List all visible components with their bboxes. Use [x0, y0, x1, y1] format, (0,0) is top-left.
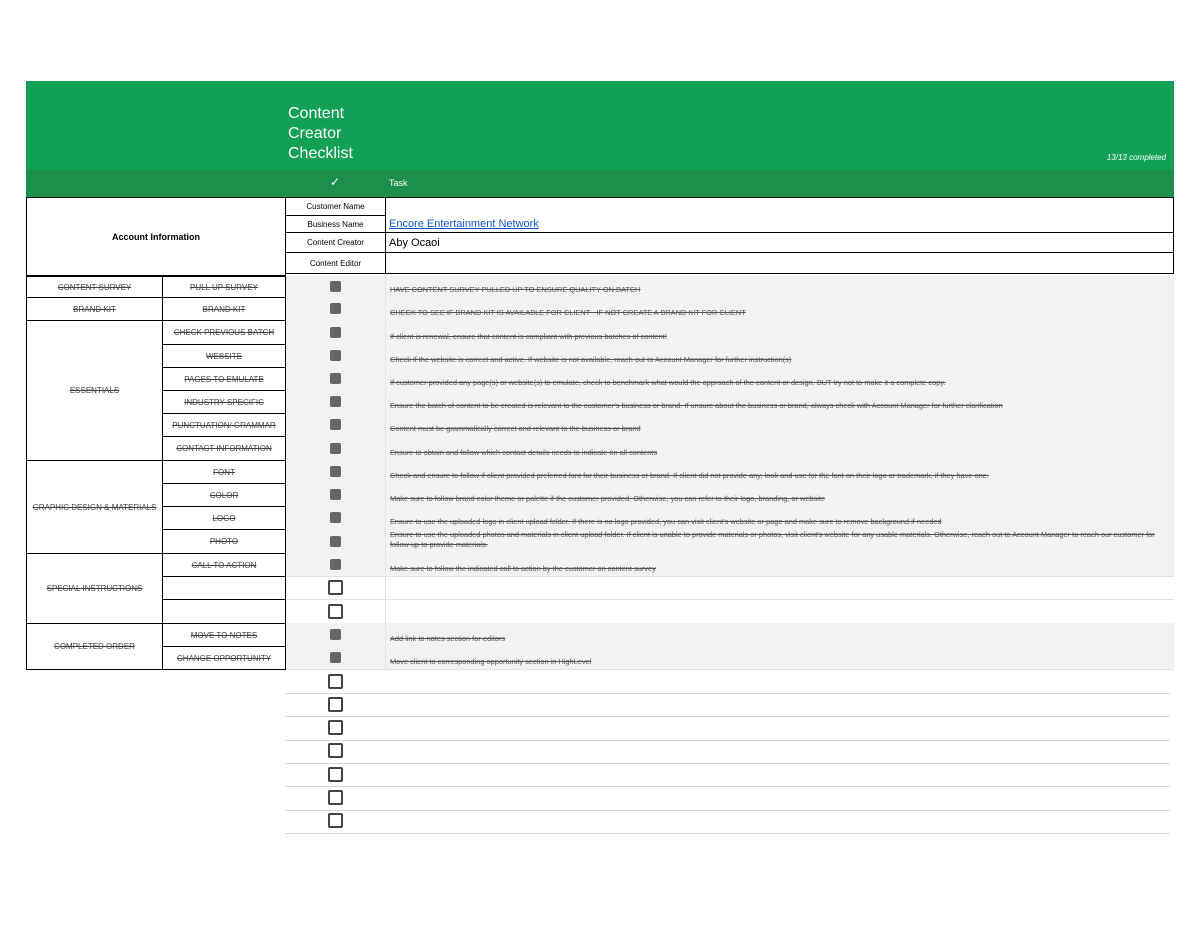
item-cell [162, 367, 286, 391]
task-text: Check and ensure to follow if client provided preferred font for their business or brand. If client did not provide any, look and use for the font on their logo or trademark, if they have one. [390, 471, 989, 480]
item-label: PULL UP SURVEY [190, 282, 258, 292]
task-text: Make sure to follow brand color theme or palette if the customer provided. Otherwise, you can refer to their logo, branding, or website [390, 494, 826, 503]
field-label-business-name: Business Name [285, 215, 386, 233]
checkbox-cell [286, 599, 385, 624]
checkbox-unchecked[interactable] [328, 813, 343, 828]
section-essentials [26, 320, 163, 461]
task-cell [385, 599, 1174, 624]
task-column-header: Task [389, 178, 408, 188]
section-label: COMPLETED ORDER [54, 642, 135, 651]
section-label: ESSENTIALS [69, 386, 120, 395]
checkbox-cell [286, 320, 385, 345]
checkbox-checked[interactable] [330, 443, 341, 454]
content-creator-field[interactable] [385, 232, 1174, 253]
title-line-2: Creator [288, 125, 342, 142]
task-text: Add link to notes section for editors [390, 634, 506, 643]
checkbox-cell [286, 763, 385, 785]
task-cell [385, 553, 1174, 577]
item-label: MOVE TO NOTES [190, 630, 258, 640]
checkbox-checked[interactable] [330, 559, 341, 570]
row-divider [285, 693, 1170, 694]
item-label: FONT [213, 467, 235, 477]
checkbox-checked[interactable] [330, 396, 341, 407]
page-title [288, 104, 408, 164]
checkbox-cell [286, 436, 385, 461]
customer-name-field[interactable] [385, 197, 1174, 216]
row-divider [285, 763, 1170, 764]
checkbox-cell [286, 460, 385, 484]
section-special-instructions [26, 553, 163, 624]
item-cell [162, 320, 286, 345]
title-line-1: Content [288, 105, 345, 122]
task-cell [385, 460, 1174, 484]
checkbox-cell [286, 810, 385, 832]
section-graphic-design [26, 460, 163, 554]
field-label-content-creator: Content Creator [285, 232, 386, 253]
checkbox-unchecked[interactable] [328, 790, 343, 805]
checkbox-cell [286, 693, 385, 715]
task-text: Ensure to use the uploaded photos and materials in client upload folder. If client is unable to provide materials or photos, visit client's website for any usable materials. Otherwise, reach out to Account Manager to reach our customer for follow up to provide materials. [390, 530, 1155, 549]
checkbox-checked[interactable] [330, 281, 341, 292]
checkbox-unchecked[interactable] [328, 697, 343, 712]
item-cell [162, 553, 286, 577]
checkbox-checked[interactable] [330, 629, 341, 640]
item-label: INDUSTRY SPECIFIC [184, 397, 264, 407]
item-cell [162, 460, 286, 484]
checkbox-checked[interactable] [330, 489, 341, 500]
item-cell [162, 646, 286, 670]
checkbox-unchecked[interactable] [328, 743, 343, 758]
checkbox-checked[interactable] [330, 350, 341, 361]
task-text: Content must be grammatically correct and relevant to the business or brand [390, 424, 641, 433]
task-text: HAVE CONTENT SURVEY PULLED UP TO ENSURE QUALITY ON BATCH [390, 285, 641, 294]
task-text: If client is renewal, ensure that content is compliant with previous batches of content! [390, 332, 667, 341]
row-divider [285, 786, 1170, 787]
section-label: GRAPHIC DESIGN & MATERIALS [32, 502, 157, 512]
checkbox-checked[interactable] [330, 303, 341, 314]
section-label: SPECIAL INSTRUCTIONS [46, 584, 143, 593]
item-cell [162, 276, 286, 298]
section-brand-kit [26, 297, 163, 321]
checkbox-checked[interactable] [330, 512, 341, 523]
task-cell [385, 506, 1174, 530]
checkbox-cell [286, 344, 385, 368]
field-label-customer-name: Customer Name [285, 197, 386, 216]
task-cell [385, 623, 1174, 647]
item-cell [162, 390, 286, 414]
task-cell [385, 344, 1174, 368]
checkbox-cell [286, 390, 385, 414]
content-editor-field[interactable] [385, 252, 1174, 274]
checkbox-cell [286, 553, 385, 577]
item-cell [162, 483, 286, 507]
item-label: CHANGE OPPORTUNITY [176, 653, 272, 663]
checkbox-cell [286, 740, 385, 762]
item-label: COLOR [209, 490, 239, 500]
content-creator-value: Aby Ocaoi [389, 236, 440, 249]
row-divider [285, 810, 1170, 811]
item-cell [162, 599, 286, 624]
item-cell [162, 413, 286, 437]
item-label: LOGO [212, 513, 236, 523]
checkbox-cell [286, 297, 385, 321]
task-text: If customer provided any page(s) or website(s) to emulate, check to benchmark what would the approach of the content or design. BUT try not to make it a complete copy. [390, 378, 946, 387]
item-label: BRAND KIT [202, 304, 246, 314]
checkbox-cell [286, 276, 385, 298]
title-line-3: Checklist [288, 145, 353, 162]
task-cell [385, 436, 1174, 461]
checkbox-checked[interactable] [330, 536, 341, 547]
item-cell [162, 576, 286, 600]
task-cell [385, 483, 1174, 507]
task-text: CHECK TO SEE IF BRAND KIT IS AVAILABLE FOR CLIENT - IF NOT CREATE A BRAND KIT FOR CLIENT [390, 308, 746, 317]
header-band [26, 81, 1174, 170]
task-cell [385, 646, 1174, 670]
task-cell [385, 529, 1174, 554]
row-divider [285, 716, 1170, 717]
item-label: CHECK PREVIOUS BATCH [173, 328, 275, 337]
checkbox-cell [286, 623, 385, 647]
check-column-header: ✓ [329, 175, 341, 189]
task-cell [385, 413, 1174, 437]
checkbox-cell [286, 787, 385, 809]
checkbox-cell [286, 576, 385, 600]
item-cell [162, 623, 286, 647]
checkbox-unchecked[interactable] [328, 580, 343, 595]
checkbox-checked[interactable] [330, 652, 341, 663]
checkbox-unchecked[interactable] [328, 604, 343, 619]
checkbox-unchecked[interactable] [328, 720, 343, 735]
checkbox-cell [286, 646, 385, 670]
task-text: Make sure to follow the indicated call to action by the customer on content survey [390, 564, 656, 573]
checkbox-cell [286, 717, 385, 739]
task-text: Ensure to use the uploaded logo in client upload folder. If there is no logo provided, you can visit client's website or page and make sure to remove background if needed [390, 517, 942, 526]
task-text: Ensure the batch of content to be created is relevant to the customer's business or brand. If unsure about the business or brand, always check with Account Manager for further clarification [390, 401, 1003, 410]
checkbox-cell [286, 367, 385, 391]
item-label: CALL TO ACTION [191, 560, 257, 570]
field-label-content-editor: Content Editor [285, 252, 386, 274]
column-header-band [26, 170, 1174, 197]
row-divider [285, 740, 1170, 741]
item-cell [162, 297, 286, 321]
section-content-survey [26, 276, 163, 298]
task-text: Ensure to obtain and follow which contact details needs to indicate on all contents [390, 448, 658, 457]
account-information-label: Account Information [26, 197, 286, 276]
section-label: BRAND KIT [73, 304, 116, 314]
item-cell [162, 344, 286, 368]
item-label: PAGES TO EMULATE [184, 374, 264, 384]
checkbox-checked[interactable] [330, 466, 341, 477]
checkbox-cell [286, 529, 385, 554]
business-name-link[interactable]: Encore Entertainment Network [389, 218, 539, 230]
task-text: Check if the website is correct and active. If website is not available, reach out to Account Manager for further instruction(s) [390, 355, 792, 364]
item-label: PUNCTUATION/ GRAMMAR [172, 420, 276, 430]
item-label: CONTACT INFORMATION [176, 444, 272, 453]
checkbox-cell [286, 413, 385, 437]
task-cell [385, 367, 1174, 391]
checkbox-cell [286, 670, 385, 692]
row-divider [285, 833, 1170, 834]
item-cell [162, 436, 286, 461]
section-completed-order [26, 623, 163, 670]
task-cell [385, 276, 1174, 298]
item-label: WEBSITE [205, 351, 242, 361]
item-cell [162, 529, 286, 554]
checkbox-cell [286, 506, 385, 530]
task-cell [385, 576, 1174, 600]
checkbox-unchecked[interactable] [328, 674, 343, 689]
task-cell [385, 390, 1174, 414]
task-cell [385, 320, 1174, 345]
item-label: PHOTO [209, 537, 239, 546]
checkbox-checked[interactable] [330, 327, 341, 338]
section-label: CONTENT SURVEY [57, 282, 132, 292]
checkbox-checked[interactable] [330, 373, 341, 384]
business-name-field[interactable] [385, 215, 1174, 233]
task-cell [385, 297, 1174, 321]
checkbox-cell [286, 483, 385, 507]
task-text: Move client to corresponding opportunity section in HighLevel [390, 657, 592, 666]
checkbox-unchecked[interactable] [328, 767, 343, 782]
checkbox-checked[interactable] [330, 419, 341, 430]
completion-count: 13/13 completed [1106, 153, 1166, 162]
item-cell [162, 506, 286, 530]
